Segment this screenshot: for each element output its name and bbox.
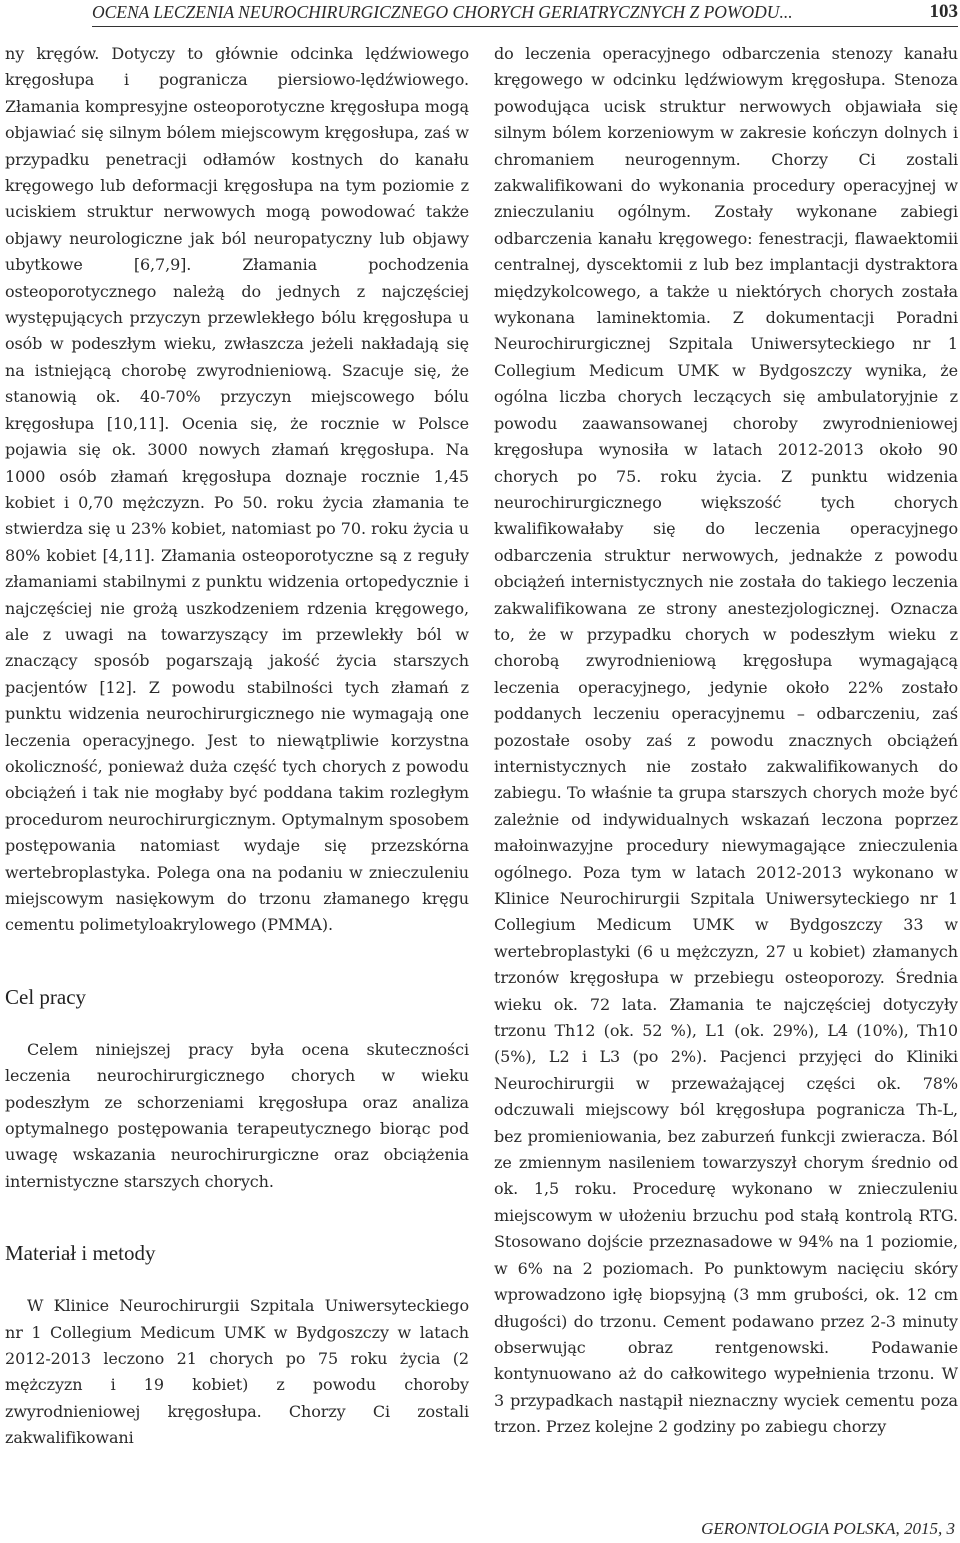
intro-paragraph-continued: ny kręgów. Dotyczy to głównie odcinka lędźwiowego kręgosłupa i pogranicza piersiowo-lędźwiowego. Złamania kompresyjne osteoporotyczne kręgosłupa mogą objawiać się silnym bólem miejscowym kręgosłupa, zaś w przypadku penetracji odłamów kostnych do kanału kręgowego lub deformacji kręgosłupa na tym poziomie z uciskiem struktur nerwowych mogą powodować także objawy neurologiczne jak ból neuropatyczny lub objawy ubytkowe [6,7,9]. Złamania pochodzenia osteoporotycznego należą do jednych z najczęściej występujących przyczyn przewlekłego bólu kręgosłupa u osób w podeszłym wieku, zwłaszcza jeżeli nakładają się na istniejącą chorobę zwyrodnieniową. Szacuje się, że stanowią ok. 40-70% przyczyn miejscowego bólu kręgosłupa [10,11]. Ocenia się, że rocznie w Polsce pojawia się ok. 3000 nowych złamań kręgosłupa. Na 1000 osób złamań kręgosłupa doznaje rocznie 1,45 kobiet i 0,70 mężczyzn. Po 50. roku życia złamania te stwierdza się u 23% kobiet, natomiast po 70. roku życia u 80% kobiet [4,11]. Złamania osteoporotyczne są z reguły złamaniami stabilnymi z punktu widzenia ortopedycznie i najczęściej nie grożą uszkodzeniem rdzenia kręgowego, ale z uwagi na towarzyszący im przewlekły ból w znaczący sposób pogarszają jakość życia starszych pacjentów [12]. Z powodu stabilności tych złamań z punktu widzenia neurochirurgicznego nie wymagają one leczenia operacyjnego. Jest to niewątpliwie korzystna okoliczność, ponieważ duża część tych chorych z powodu obciążeń i tak nie mogłaby być poddana takim rozległym procedurom neurochirurgicznym. Optymalnym sposobem postępowania natomiast wydaje się przezskórna wertebroplastyka. Polega ona na podaniu w znieczuleniu miejscowym nasiękowym do trzonu złamanego kręgu cementu polimetyloakrylowego (PMMA).	[5, 44, 469, 935]
right-column	[494, 41, 958, 1441]
running-title: OCENA LECZENIA NEUROCHIRURGICZNEGO CHORYCH GERIATRYCZNYCH Z POWODU...	[92, 2, 793, 22]
section-heading-cel-pracy: Cel pracy	[5, 984, 87, 1009]
journal-footer: GERONTOLOGIA POLSKA, 2015, 3	[701, 1519, 955, 1538]
methods-paragraph: W Klinice Neurochirurgii Szpitala Uniwersyteckiego nr 1 Collegium Medicum UMK w Bydgoszczy w latach 2012-2013 leczono 21 chorych po 75 roku życia (2 mężczyzn i 19 kobiet) z powodu choroby zwyrodnieniowej kręgosłupa. Chorzy Ci zostali zakwalifikowani	[5, 1296, 469, 1448]
methods-paragraph-continued: do leczenia operacyjnego odbarczenia stenozy kanału kręgowego w odcinku lędźwiowym kręgosłupa. Stenoza powodująca ucisk struktur nerwowych objawiała się silnym bólem korzeniowym w zakresie kończyn dolnych i chromaniem neurogennym. Chorzy Ci zostali zakwalifikowani do wykonania procedury operacyjnej w znieczulaniu ogólnym. Zostały wykonane zabiegi odbarczenia kanału kręgowego: fenestracji, flawaektomii centralnej, dyscektomii z lub bez implantacji dystraktora międzykolcowego, a także u niektórych chorych została wykonana laminektomia. Z dokumentacji Poradni Neurochirurgicznej Szpitala Uniwersyteckiego nr 1 Collegium Medicum UMK w Bydgoszczy wynika, że ogólna liczba chorych leczących się ambulatoryjnie z powodu zaawansowanej choroby zwyrodnieniowej kręgosłupa wynosiła w latach 2012-2013 około 90 chorych po 75. roku życia. Z punktu widzenia neurochirurgicznego większość tych chorych kwalifikowałaby się do leczenia operacyjnego odbarczenia struktur nerwowych, jednakże z powodu obciążeń internistycznych nie została do takiego leczenia zakwalifikowana ze strony anestezjologicznej. Oznacza to, że w przypadku chorych w podeszłym wieku z chorobą zwyrodnieniową kręgosłupa wymagającą leczenia operacyjnego, jedynie około 22% zostało poddanych leczeniu operacyjnemu – odbarczeniu, zaś pozostałe osoby zaś z powodu znacznych obciążeń internistycznych nie zostało zakwalifikowanych do zabiegu. To właśnie ta grupa starszych chorych może być zależnie od indywidualnych wskazań leczona poprzez małoinwazyjne procedury niewymagające znieczulenia ogólnego. Poza tym w latach 2012-2013 wykonano w Klinice Neurochirurgii Szpitala Uniwersyteckiego nr 1 Collegium Medicum UMK w Bydgoszczy 33 w wertebroplastyki (6 u mężczyzn, 27 u kobiet) złamanych trzonów kręgosłupa w przebiegu osteoporozy. Średnia wieku ok. 72 lata. Złamania te najczęściej dotyczyły trzonu Th12 (ok. 52 %), L1 (ok. 29%), L4 (10%), Th10 (5%), L2 i L3 (po 2%). Pacjenci przyjęci do Kliniki Neurochirurgii w przeważającej części ok. 78% odczuwali miejscowy ból kręgosłupa pogranicza Th-L, bez promieniowania, bez zaburzeń funkcji zwieracza. Ból ze zmiennym nasileniem towarzyszył chorym średnio od ok. 1,5 roku. Procedurę wykonano w znieczuleniu miejscowym w ułożeniu brzuchu pod stałą kontrolą RTG. Stosowano dojście przeznasadowe w 94% na 1 poziomie, w 6% na 2 poziomach. Po punktowym nacięciu skóry wprowadzono igłę biopsyjną (3 mm grubości, ok. 12 cm długości) do trzonu. Cement podawano przez 2-3 minuty obserwując obraz rentgenowski. Podawanie kontynuowano aż do całkowitego wypełnienia trzonu. W 3 przypadkach nastąpił nieznaczny wyciek cementu poza trzon. Przez kolejne 2 godziny po zabiegu chorzy	[494, 44, 958, 1437]
running-header	[92, 0, 958, 27]
page-number: 103	[929, 1, 958, 22]
section-heading-material-i-metody: Materiał i metody	[5, 1241, 156, 1266]
aim-paragraph: Celem niniejszej pracy była ocena skuteczności leczenia neurochirurgicznego chorych w wieku podeszłym ze schorzeniami kręgosłupa oraz analiza optymalnego postępowania terapeutycznego biorąc pod uwagę wskazania neurochirurgiczne oraz obciążenia internistyczne starszych chorych.	[5, 1039, 469, 1191]
left-column	[5, 41, 469, 1452]
